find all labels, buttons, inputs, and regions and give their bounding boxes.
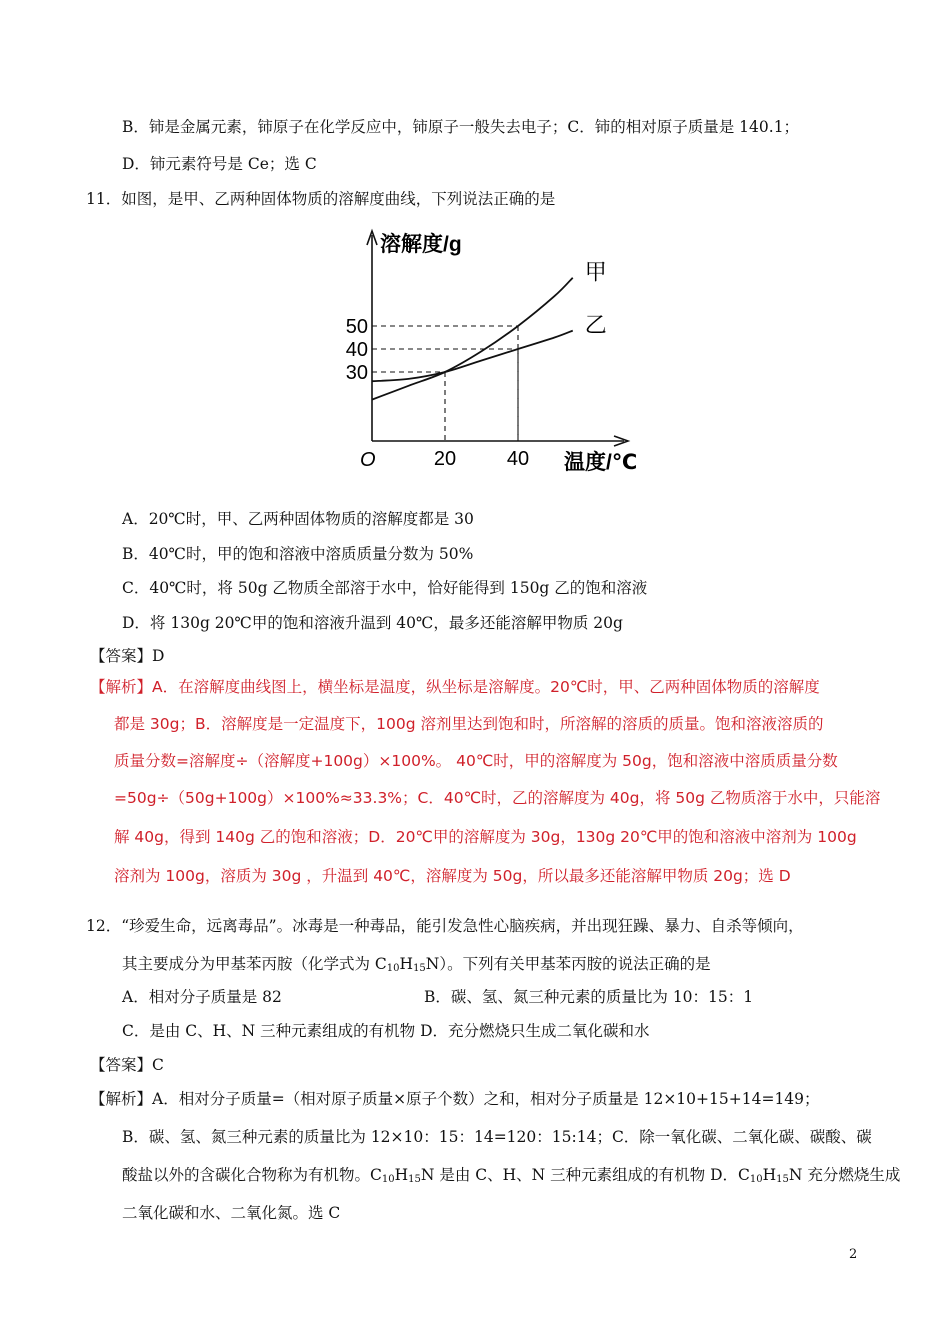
explanation-text: N 充分燃烧生成 (788, 1166, 901, 1184)
question-11-option-b: B．40℃时，甲的饱和溶液中溶质质量分数为 50% (122, 545, 474, 563)
question-12-stem-2 (122, 954, 711, 979)
question-12-explanation-1: 【解析】A．相对分子质量=（相对原子质量×原子个数）之和，相对分子质量是 12×10+15+14=149； (90, 1090, 820, 1108)
question-11-stem: 11．如图，是甲、乙两种固体物质的溶解度曲线，下列说法正确的是 (86, 190, 556, 208)
question-11-explanation-3: 质量分数=溶解度÷（溶解度+100g）×100%。 40℃时，甲的溶解度为 50g，饱和溶液中溶质质量分数 (114, 752, 838, 770)
subscript: 15 (408, 1174, 421, 1185)
question-11-answer: 【答案】D (90, 647, 165, 665)
question-12-option-a: A．相对分子质量是 82 (122, 988, 282, 1006)
explanation-text: H (762, 1166, 777, 1184)
question-12-stem-1: 12．“珍爱生命，远离毒品”。冰毒是一种毒品，能引发急性心脑疾病，并出现狂躁、暴力、自杀等倾向， (86, 917, 804, 935)
explanation-text: 酸盐以外的含碳化合物称为有机物。C (122, 1166, 382, 1184)
question-11-explanation-2: 都是 30g；B．溶解度是一定温度下，100g 溶剂里达到饱和时，所溶解的溶质的质量。饱和溶液溶质的 (114, 715, 824, 733)
origin-label: O (360, 449, 376, 471)
y-tick-label: 30 (345, 362, 368, 384)
question-12-option-cd: C．是由 C、H、N 三种元素组成的有机物 D．充分燃烧只生成二氧化碳和水 (122, 1022, 650, 1040)
stem-text: H (399, 955, 414, 973)
y-axis-label: 溶解度/g (380, 233, 462, 256)
question-11-explanation-1: 【解析】A．在溶解度曲线图上，横坐标是温度，纵坐标是溶解度。20℃时，甲、乙两种固体物质的溶解度 (90, 678, 820, 696)
question-12-option-b: B．碳、氢、氮三种元素的质量比为 10：15：1 (424, 988, 754, 1006)
explanation-text: N 是由 C、H、N 三种元素组成的有机物 D．C (420, 1166, 750, 1184)
question-12-answer: 【答案】C (90, 1056, 164, 1074)
subscript: 10 (749, 1174, 763, 1185)
question-12-explanation-2: B．碳、氢、氮三种元素的质量比为 12×10：15：14=120：15:14；C．除一氧化碳、二氧化碳、碳酸、碳 (122, 1128, 872, 1146)
question-11-option-a: A．20℃时，甲、乙两种固体物质的溶解度都是 30 (122, 510, 474, 528)
explanation-text: H (394, 1166, 409, 1184)
page-number: 2 (849, 1247, 858, 1262)
y-tick-label: 50 (345, 316, 368, 338)
solubility-chart (342, 225, 662, 480)
question-12-explanation-3 (122, 1165, 900, 1190)
question-11-option-d: D．将 130g 20℃甲的饱和溶液升温到 40℃，最多还能溶解甲物质 20g (122, 614, 623, 632)
question-12-explanation-4: 二氧化碳和水、二氧化氮。选 C (122, 1204, 341, 1222)
y-tick-label: 40 (345, 339, 368, 361)
question-11-option-c: C．40℃时，将 50g 乙物质全部溶于水中，恰好能得到 150g 乙的饱和溶液 (122, 579, 648, 597)
x-tick-label: 40 (506, 448, 530, 470)
x-axis-label: 温度/℃ (564, 451, 638, 474)
series-label: 乙 (584, 312, 607, 338)
question-11-explanation-5: 解 40g，得到 140g 乙的饱和溶液；D．20℃甲的溶解度为 30g，130g 20℃甲的饱和溶液中溶剂为 100g (114, 828, 857, 846)
question-10-option-d: D．铈元素符号是 Ce；选 C (122, 155, 317, 173)
x-tick-label: 20 (433, 448, 457, 470)
subscript: 15 (776, 1174, 789, 1185)
stem-text: N）。下列有关甲基苯丙胺的说法正确的是 (425, 955, 711, 973)
stem-text: 其主要成分为甲基苯丙胺（化学式为 C (122, 955, 387, 973)
series-label: 甲 (584, 259, 607, 285)
subscript: 10 (381, 1174, 395, 1185)
question-11-explanation-6: 溶剂为 100g，溶质为 30g ，升温到 40℃，溶解度为 50g，所以最多还能溶解甲物质 20g；选 D (114, 867, 791, 885)
series-line-jia (372, 278, 573, 400)
question-11-explanation-4: =50g÷（50g+100g）×100%≈33.3%；C．40℃时，乙的溶解度为 40g，将 50g 乙物质溶于水中，只能溶 (114, 789, 881, 807)
subscript: 15 (413, 963, 426, 974)
subscript: 10 (386, 963, 400, 974)
question-10-option-b: B．铈是金属元素，铈原子在化学反应中，铈原子一般失去电子；C．铈的相对原子质量是 140.1； (122, 118, 800, 136)
